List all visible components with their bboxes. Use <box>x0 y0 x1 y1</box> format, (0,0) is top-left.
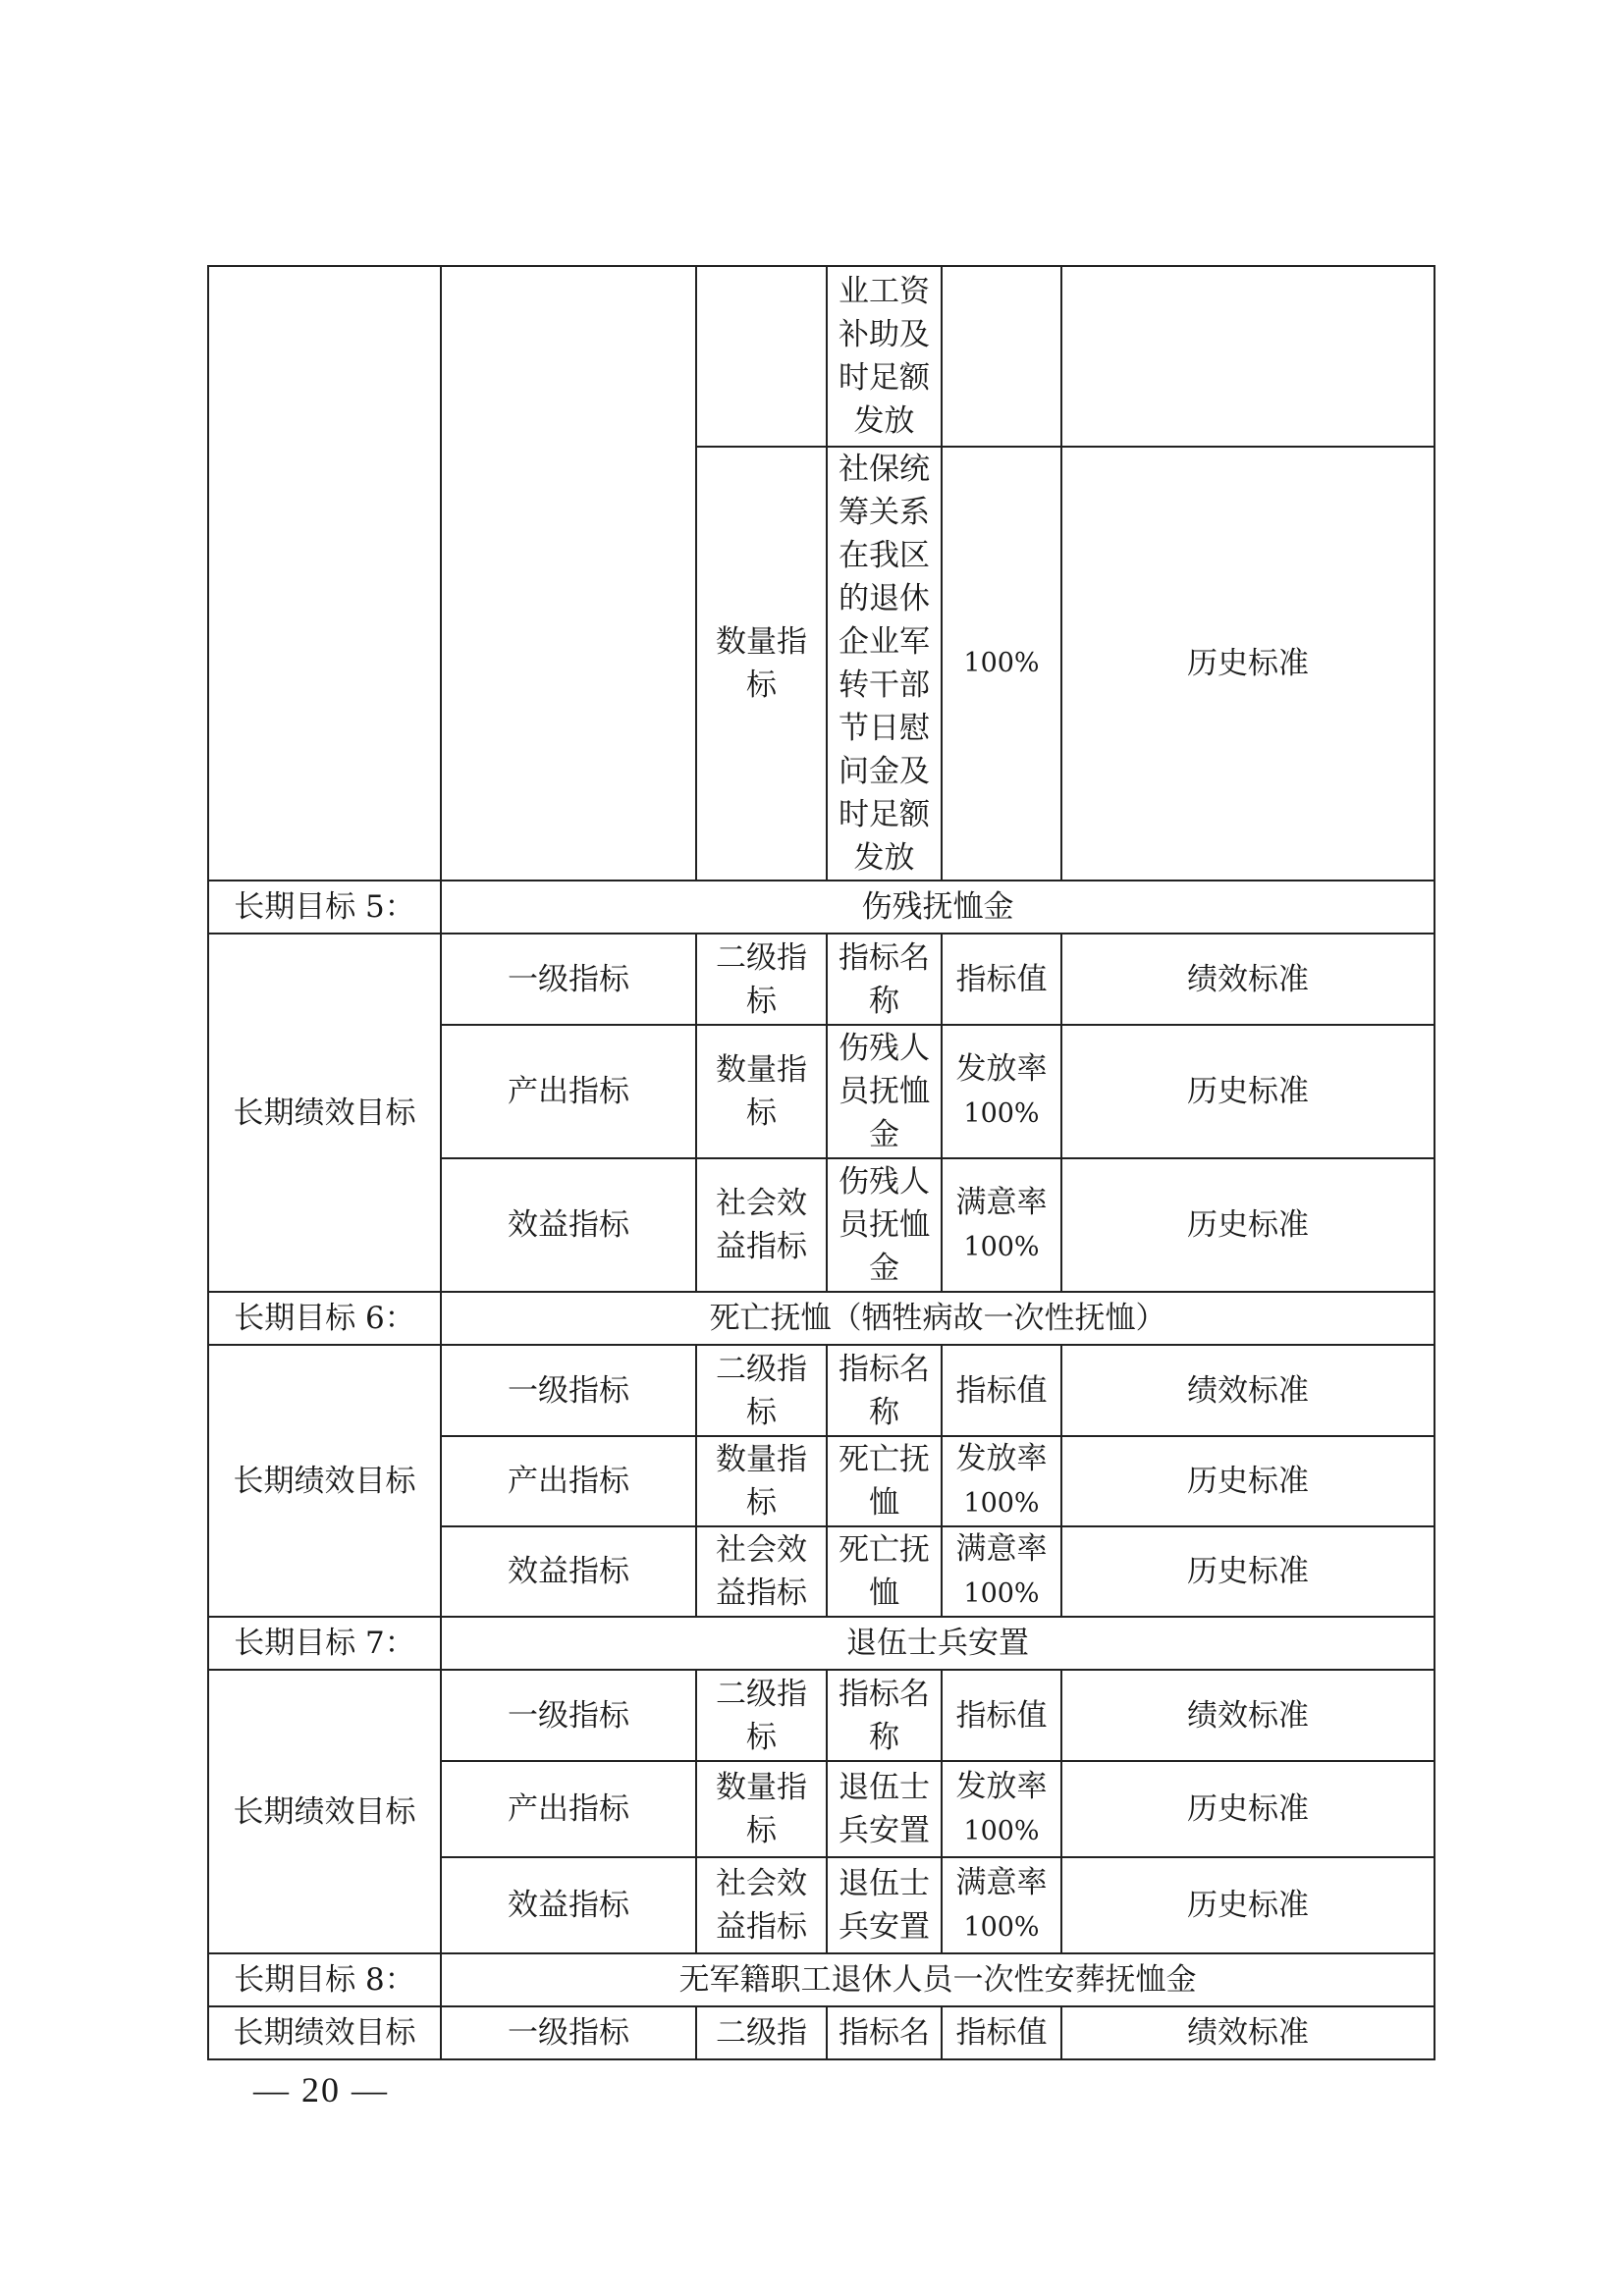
header-level1: 一级指标 <box>441 1670 696 1761</box>
level1-indicator: 产出指标 <box>441 1025 696 1158</box>
header-name: 指标名称 <box>827 934 942 1025</box>
indicator-name: 死亡抚恤 <box>827 1436 942 1526</box>
goal-title: 伤残抚恤金 <box>441 881 1435 934</box>
indicator-value <box>942 1761 1061 1857</box>
goal-label: 长期目标 5： <box>208 881 441 934</box>
header-value: 指标值 <box>942 2006 1061 2059</box>
performance-standard <box>1061 266 1435 447</box>
header-value: 指标值 <box>942 1670 1061 1761</box>
header-standard: 绩效标准 <box>1061 1345 1435 1436</box>
table-header-row <box>208 1670 1435 1761</box>
indicator-name: 退伍士兵安置 <box>827 1857 942 1953</box>
perf-goal-label: 长期绩效目标 <box>208 934 441 1292</box>
table-header-row <box>208 2006 1435 2059</box>
indicator-name: 伤残人员抚恤金 <box>827 1025 942 1158</box>
goal-title-row <box>208 1292 1435 1345</box>
level1-indicator: 产出指标 <box>441 1761 696 1857</box>
value-label: 满意率 <box>955 1185 1048 1220</box>
level2-indicator: 社会效益指标 <box>696 1857 827 1953</box>
goal-label: 长期目标 8： <box>208 1953 441 2006</box>
indicator-name: 业工资补助及时足额发放 <box>827 266 942 447</box>
level2-indicator: 数量指标 <box>696 1025 827 1158</box>
goal-title: 退伍士兵安置 <box>441 1617 1435 1670</box>
indicator-name: 死亡抚恤 <box>827 1526 942 1617</box>
performance-standard: 历史标准 <box>1061 1436 1435 1526</box>
indicator-value <box>942 1857 1061 1953</box>
goal-title: 死亡抚恤（牺牲病故一次性抚恤） <box>441 1292 1435 1345</box>
header-standard: 绩效标准 <box>1061 2006 1435 2059</box>
value-percent: 100% <box>963 1578 1040 1609</box>
goal-title: 无军籍职工退休人员一次性安葬抚恤金 <box>441 1953 1435 2006</box>
performance-standard: 历史标准 <box>1061 1158 1435 1292</box>
indicator-value <box>942 1025 1061 1158</box>
level2-indicator: 数量指标 <box>696 1761 827 1857</box>
continued-goal-cell <box>208 266 441 881</box>
performance-standard: 历史标准 <box>1061 1761 1435 1857</box>
goal-title-row <box>208 1953 1435 2006</box>
indicator-name: 社保统筹关系在我区的退休企业军转干部节日慰问金及时足额发放 <box>827 447 942 881</box>
goal-title-row <box>208 881 1435 934</box>
perf-goal-label: 长期绩效目标 <box>208 2006 441 2059</box>
goal-label: 长期目标 6： <box>208 1292 441 1345</box>
header-name: 指标名称 <box>827 1670 942 1761</box>
continued-level1-cell <box>441 266 696 881</box>
indicator-value <box>942 1436 1061 1526</box>
header-level2: 二级指标 <box>696 1670 827 1761</box>
performance-standard: 历史标准 <box>1061 1857 1435 1953</box>
indicator-value: 100% <box>942 447 1061 881</box>
level1-indicator: 效益指标 <box>441 1526 696 1617</box>
indicator-name: 退伍士兵安置 <box>827 1761 942 1857</box>
goal-label: 长期目标 7： <box>208 1617 441 1670</box>
header-level2: 二级指标 <box>696 1345 827 1436</box>
header-value: 指标值 <box>942 1345 1061 1436</box>
level1-indicator: 产出指标 <box>441 1436 696 1526</box>
value-percent: 100% <box>963 1912 1040 1943</box>
indicator-value <box>942 1526 1061 1617</box>
header-name: 指标名称 <box>827 1345 942 1436</box>
header-standard: 绩效标准 <box>1061 934 1435 1025</box>
perf-goal-label: 长期绩效目标 <box>208 1670 441 1953</box>
value-percent: 100% <box>963 1232 1040 1262</box>
header-value: 指标值 <box>942 934 1061 1025</box>
indicator-name: 伤残人员抚恤金 <box>827 1158 942 1292</box>
header-standard: 绩效标准 <box>1061 1670 1435 1761</box>
indicator-value <box>942 266 1061 447</box>
value-label: 发放率 <box>955 1769 1048 1804</box>
header-name: 指标名 <box>827 2006 942 2059</box>
table-row <box>208 266 1435 447</box>
indicator-value <box>942 1158 1061 1292</box>
header-level1: 一级指标 <box>441 1345 696 1436</box>
goal-title-row <box>208 1617 1435 1670</box>
level2-indicator: 社会效益指标 <box>696 1158 827 1292</box>
value-label: 满意率 <box>955 1865 1048 1900</box>
level1-indicator: 效益指标 <box>441 1857 696 1953</box>
page-number: — 20 — <box>253 2070 389 2109</box>
value-label: 发放率 <box>955 1441 1048 1476</box>
value-percent: 100% <box>963 1488 1040 1519</box>
level2-indicator: 数量指标 <box>696 1436 827 1526</box>
perf-goal-label: 长期绩效目标 <box>208 1345 441 1617</box>
value-percent: 100% <box>963 1816 1040 1846</box>
value-label: 满意率 <box>955 1531 1048 1567</box>
table-header-row <box>208 1345 1435 1436</box>
performance-standard: 历史标准 <box>1061 1526 1435 1617</box>
header-level2: 二级指标 <box>696 934 827 1025</box>
performance-goals-table <box>207 265 1435 2060</box>
table-header-row <box>208 934 1435 1025</box>
continued-level2-cell <box>696 266 827 447</box>
level2-indicator: 社会效益指标 <box>696 1526 827 1617</box>
level2-indicator: 数量指标 <box>696 447 827 881</box>
header-level1: 一级指标 <box>441 934 696 1025</box>
value-label: 发放率 <box>955 1051 1048 1087</box>
header-level1: 一级指标 <box>441 2006 696 2059</box>
performance-standard: 历史标准 <box>1061 1025 1435 1158</box>
value-percent: 100% <box>963 1098 1040 1129</box>
performance-standard: 历史标准 <box>1061 447 1435 881</box>
level1-indicator: 效益指标 <box>441 1158 696 1292</box>
header-level2: 二级指 <box>696 2006 827 2059</box>
